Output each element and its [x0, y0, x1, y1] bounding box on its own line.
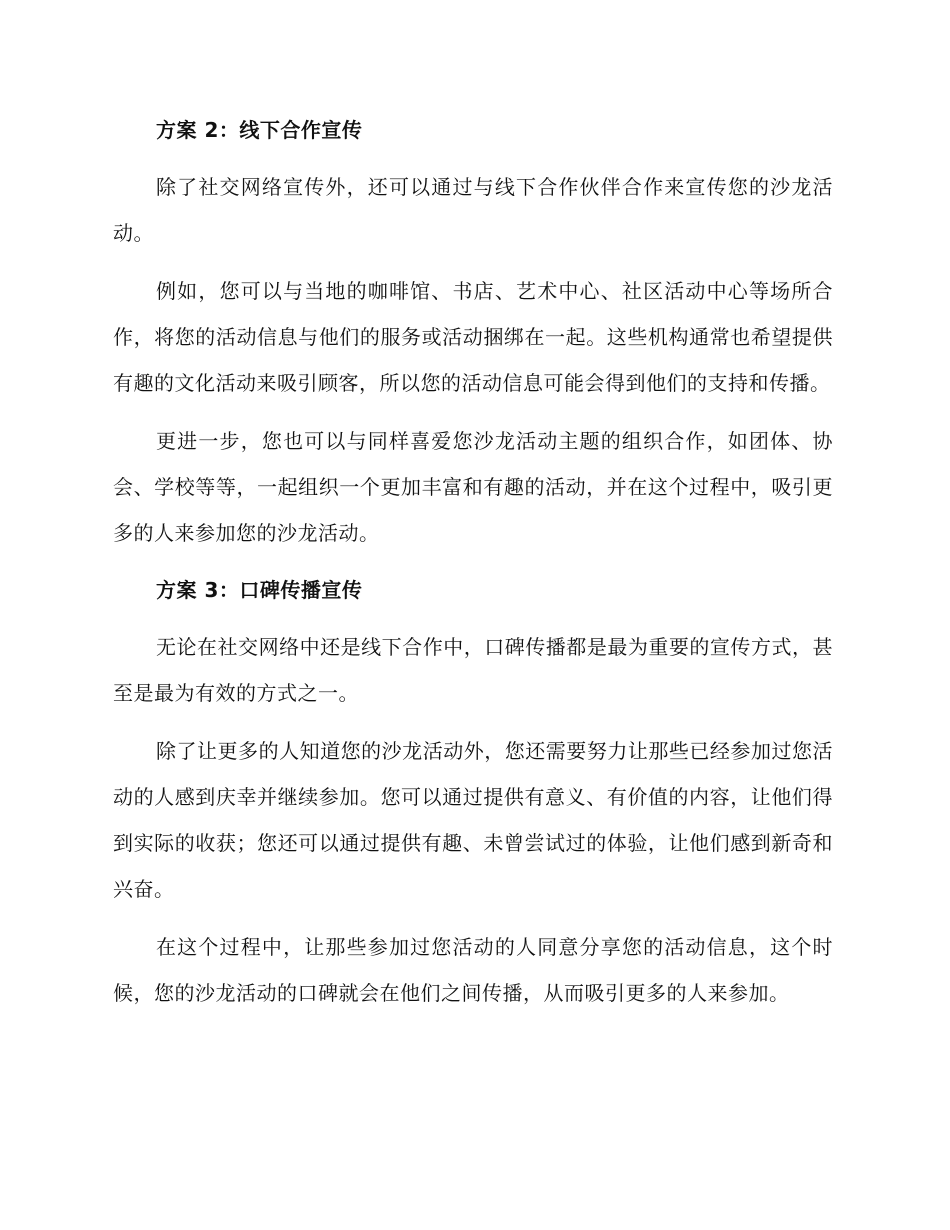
- document-body: [113, 108, 833, 1016]
- section-heading-plan-2: 方案 2：线下合作宣传: [156, 118, 363, 142]
- paragraph: 更进一步，您也可以与同样喜爱您沙龙活动主题的组织合作，如团体、协会、学校等等，一起组织一个更加丰富和有趣的活动，并在这个过程中，吸引更多的人来参加您的沙龙活动。: [113, 429, 833, 545]
- paragraph: 除了让更多的人知道您的沙龙活动外，您还需要努力让那些已经参加过您活动的人感到庆幸并继续参加。您可以通过提供有意义、有价值的内容，让他们得到实际的收获；您还可以通过提供有趣、未曾尝试过的体验，让他们感到新奇和兴奋。: [113, 739, 833, 901]
- paragraph: 在这个过程中，让那些参加过您活动的人同意分享您的活动信息，这个时候，您的沙龙活动的口碑就会在他们之间传播，从而吸引更多的人来参加。: [113, 935, 833, 1005]
- paragraph: 例如，您可以与当地的咖啡馆、书店、艺术中心、社区活动中心等场所合作，将您的活动信息与他们的服务或活动捆绑在一起。这些机构通常也希望提供有趣的文化活动来吸引顾客，所以您的活动信息可能会得到他们的支持和传播。: [113, 279, 833, 395]
- paragraph: 无论在社交网络中还是线下合作中，口碑传播都是最为重要的宣传方式，甚至是最为有效的方式之一。: [113, 635, 833, 705]
- paragraph: 除了社交网络宣传外，还可以通过与线下合作伙伴合作来宣传您的沙龙活动。: [113, 175, 833, 245]
- section-heading-plan-3: 方案 3：口碑传播宣传: [156, 578, 363, 602]
